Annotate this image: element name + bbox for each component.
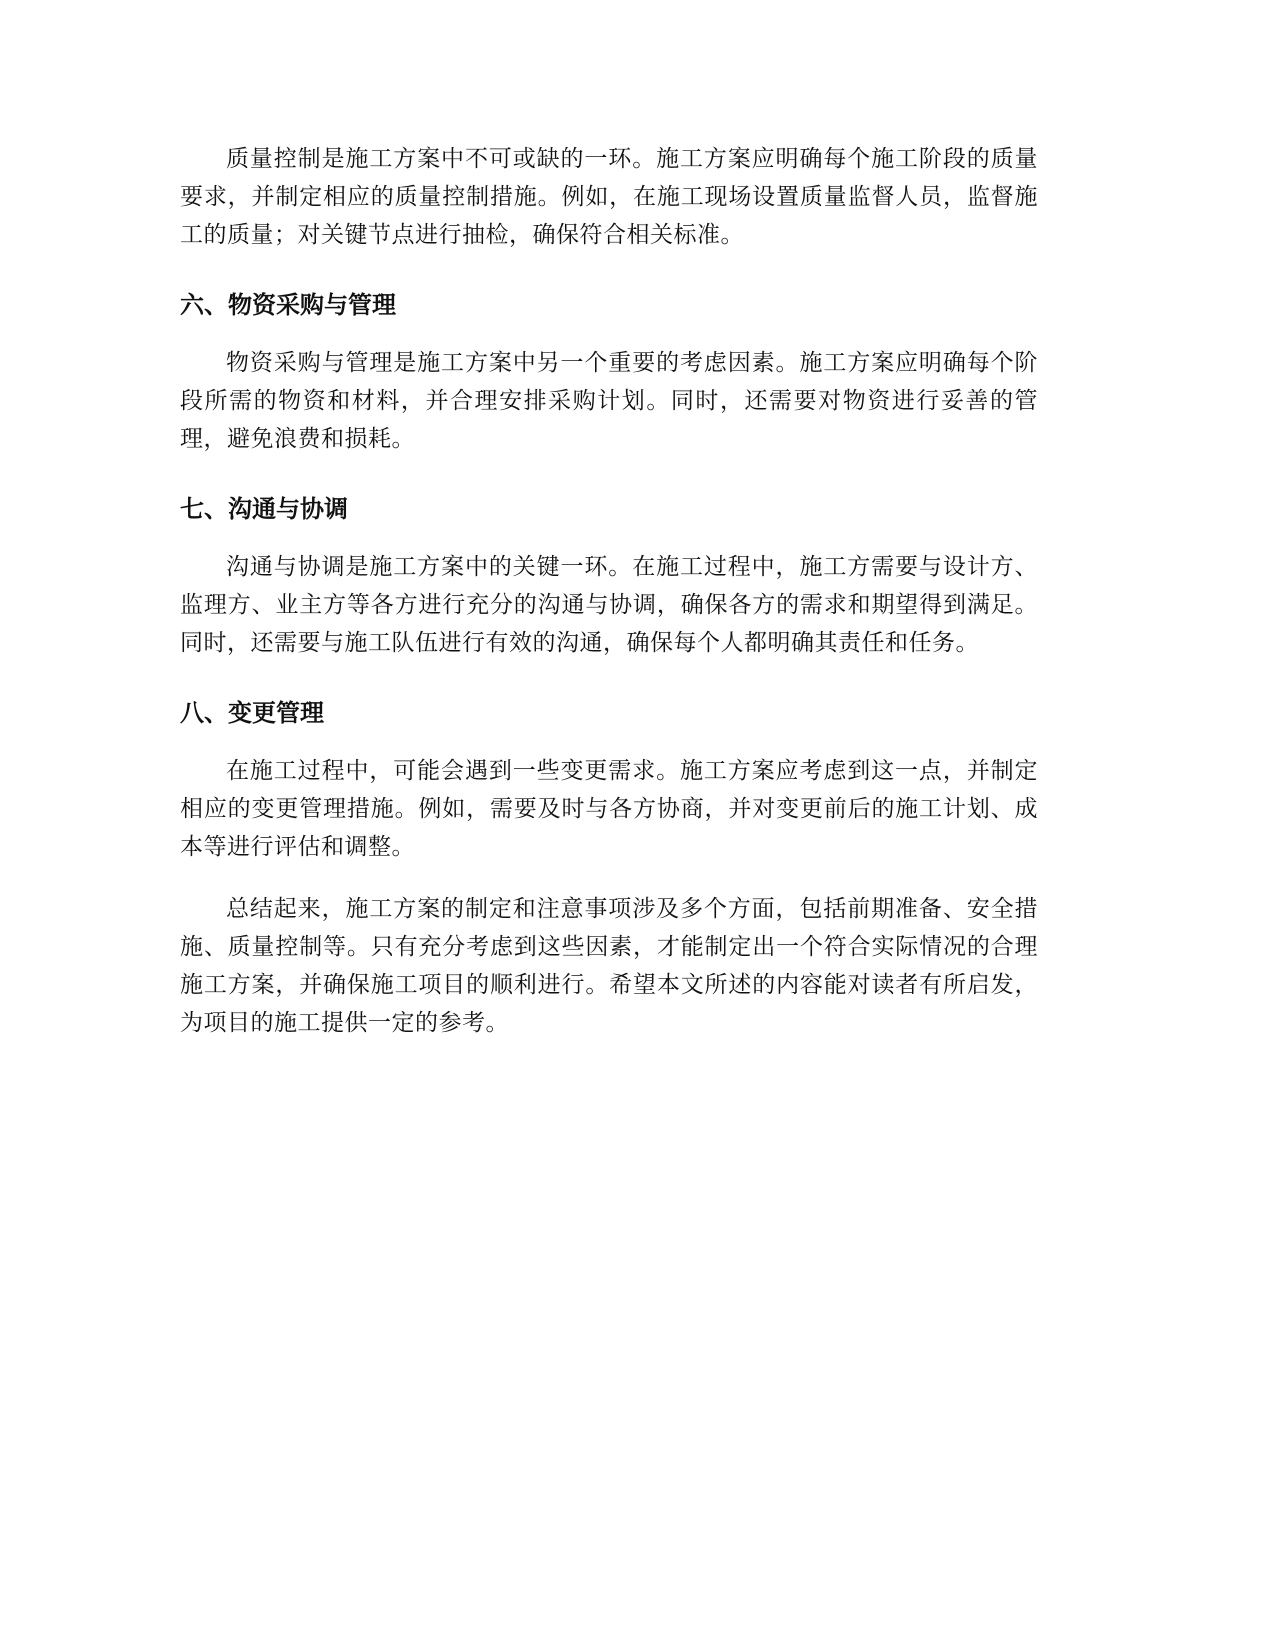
- section-heading-materials: 六、物资采购与管理: [180, 291, 396, 319]
- section-paragraph-materials: 物资采购与管理是施工方案中另一个重要的考虑因素。施工方案应明确每个阶段所需的物资和材料，并合理安排采购计划。同时，还需要对物资进行妥善的管理，避免浪费和损耗。: [180, 350, 1038, 452]
- conclusion-paragraph: 总结起来，施工方案的制定和注意事项涉及多个方面，包括前期准备、安全措施、质量控制等。只有充分考虑到这些因素，才能制定出一个符合实际情况的合理施工方案，并确保施工项目的顺利进行。希望本文所述的内容能对读者有所启发，为项目的施工提供一定的参考。: [180, 896, 1038, 1036]
- section-paragraph-change-management: 在施工过程中，可能会遇到一些变更需求。施工方案应考虑到这一点，并制定相应的变更管理措施。例如，需要及时与各方协商，并对变更前后的施工计划、成本等进行评估和调整。: [180, 758, 1038, 860]
- section-heading-communication: 七、沟通与协调: [180, 495, 348, 523]
- quality-control-paragraph: 质量控制是施工方案中不可或缺的一环。施工方案应明确每个施工阶段的质量要求，并制定相应的质量控制措施。例如，在施工现场设置质量监督人员，监督施工的质量；对关键节点进行抽检，确保符合相关标准。: [180, 146, 1038, 248]
- document-page: [180, 140, 1038, 1042]
- section-paragraph-communication: 沟通与协调是施工方案中的关键一环。在施工过程中，施工方需要与设计方、监理方、业主方等各方进行充分的沟通与协调，确保各方的需求和期望得到满足。同时，还需要与施工队伍进行有效的沟通，确保每个人都明确其责任和任务。: [180, 554, 1038, 656]
- section-heading-change-management: 八、变更管理: [180, 699, 324, 727]
